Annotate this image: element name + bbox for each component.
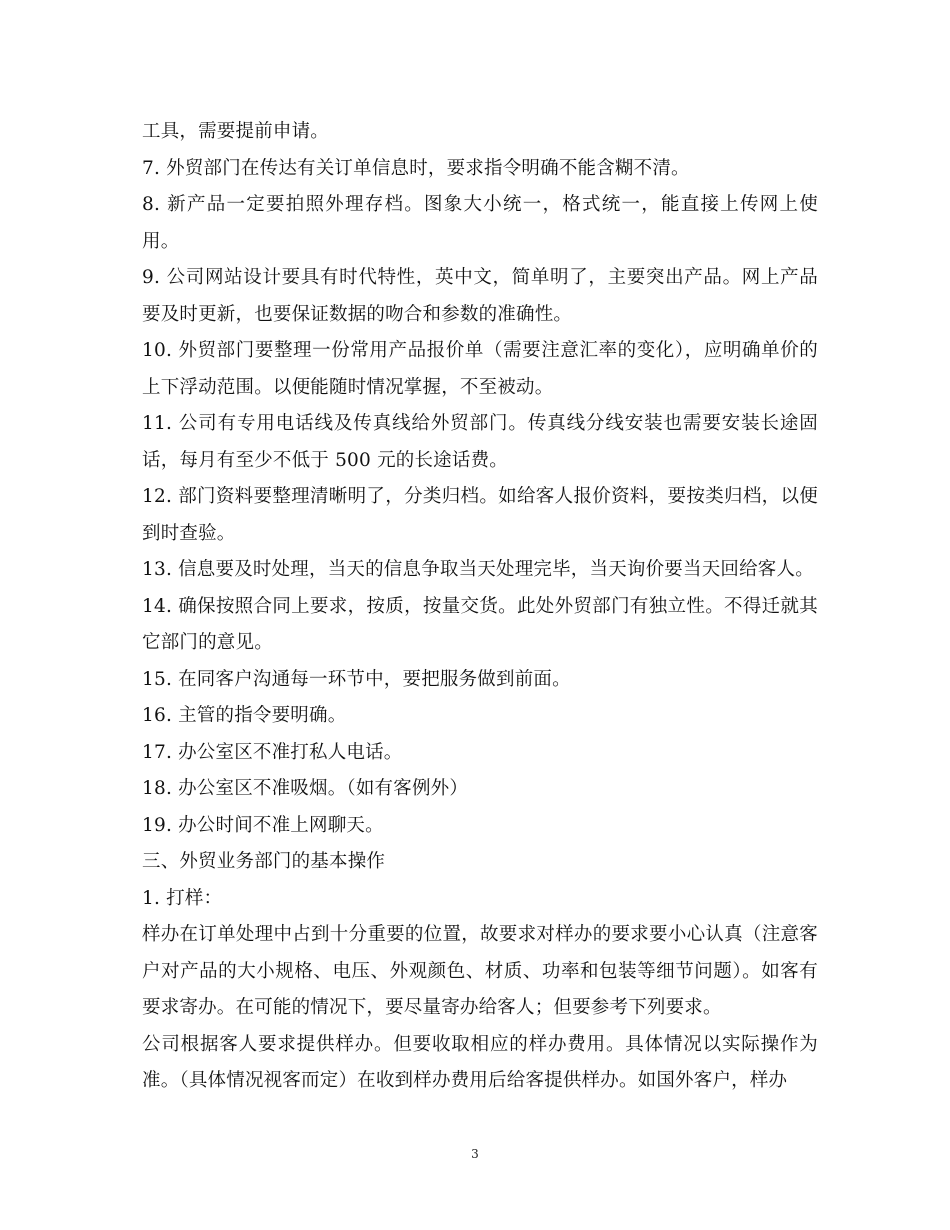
paragraph: 17. 办公室区不准打私人电话。 <box>142 741 403 763</box>
paragraph: 19. 办公时间不准上网聊天。 <box>142 814 384 836</box>
paragraph: 公司根据客人要求提供样办。但要收取相应的样办费用。具体情况以实际操作为准。（具体情况视客而定）在收到样办费用后给客提供样办。如国外客户，样办 <box>142 1033 818 1091</box>
paragraph: 16. 主管的指令要明确。 <box>142 705 347 726</box>
paragraph: 8. 新产品一定要拍照外理存档。图象大小统一，格式统一，能直接上传网上使用。 <box>142 194 819 252</box>
section-heading: 三、外贸业务部门的基本操作 <box>142 851 386 872</box>
paragraph: 10. 外贸部门要整理一份常用产品报价单（需要注意汇率的变化），应明确单价的上下浮动范围。以便能随时情况掌握，不至被动。 <box>142 340 818 398</box>
paragraph: 13. 信息要及时处理，当天的信息争取当天处理完毕，当天询价要当天回给客人。 <box>142 559 814 580</box>
paragraph: 15. 在同客户沟通每一环节中，要把服务做到前面。 <box>142 668 571 690</box>
document-body <box>142 114 818 1100</box>
paragraph: 12. 部门资料要整理清晰明了，分类归档。如给客人报价资料，要按类归档，以便到时查验。 <box>142 486 818 544</box>
paragraph: 工具，需要提前申请。 <box>142 121 330 142</box>
paragraph: 11. 公司有专用电话线及传真线给外贸部门。传真线分线安装也需要安装长途固话，每月有至少不低于 500 元的长途话费。 <box>142 413 818 471</box>
paragraph: 14. 确保按照合同上要求，按质，按量交货。此处外贸部门有独立性。不得迁就其它部门的意见。 <box>142 595 818 653</box>
paragraph: 18. 办公室区不准吸烟。（如有客例外） <box>142 778 469 799</box>
page-number: 3 <box>471 1147 479 1161</box>
paragraph: 9. 公司网站设计要具有时代特性，英中文，简单明了，主要突出产品。网上产品要及时更新，也要保证数据的吻合和参数的准确性。 <box>142 267 818 325</box>
paragraph: 样办在订单处理中占到十分重要的位置，故要求对样办的要求要小心认真（注意客户对产品的大小规格、电压、外观颜色、材质、功率和包装等细节问题）。如客有要求寄办。在可能的情况下，要尽量寄办给客人；但要参考下列要求。 <box>142 924 818 1018</box>
subsection-heading: 1. 打样： <box>142 887 223 909</box>
paragraph: 7. 外贸部门在传达有关订单信息时，要求指令明确不能含糊不清。 <box>142 157 690 179</box>
